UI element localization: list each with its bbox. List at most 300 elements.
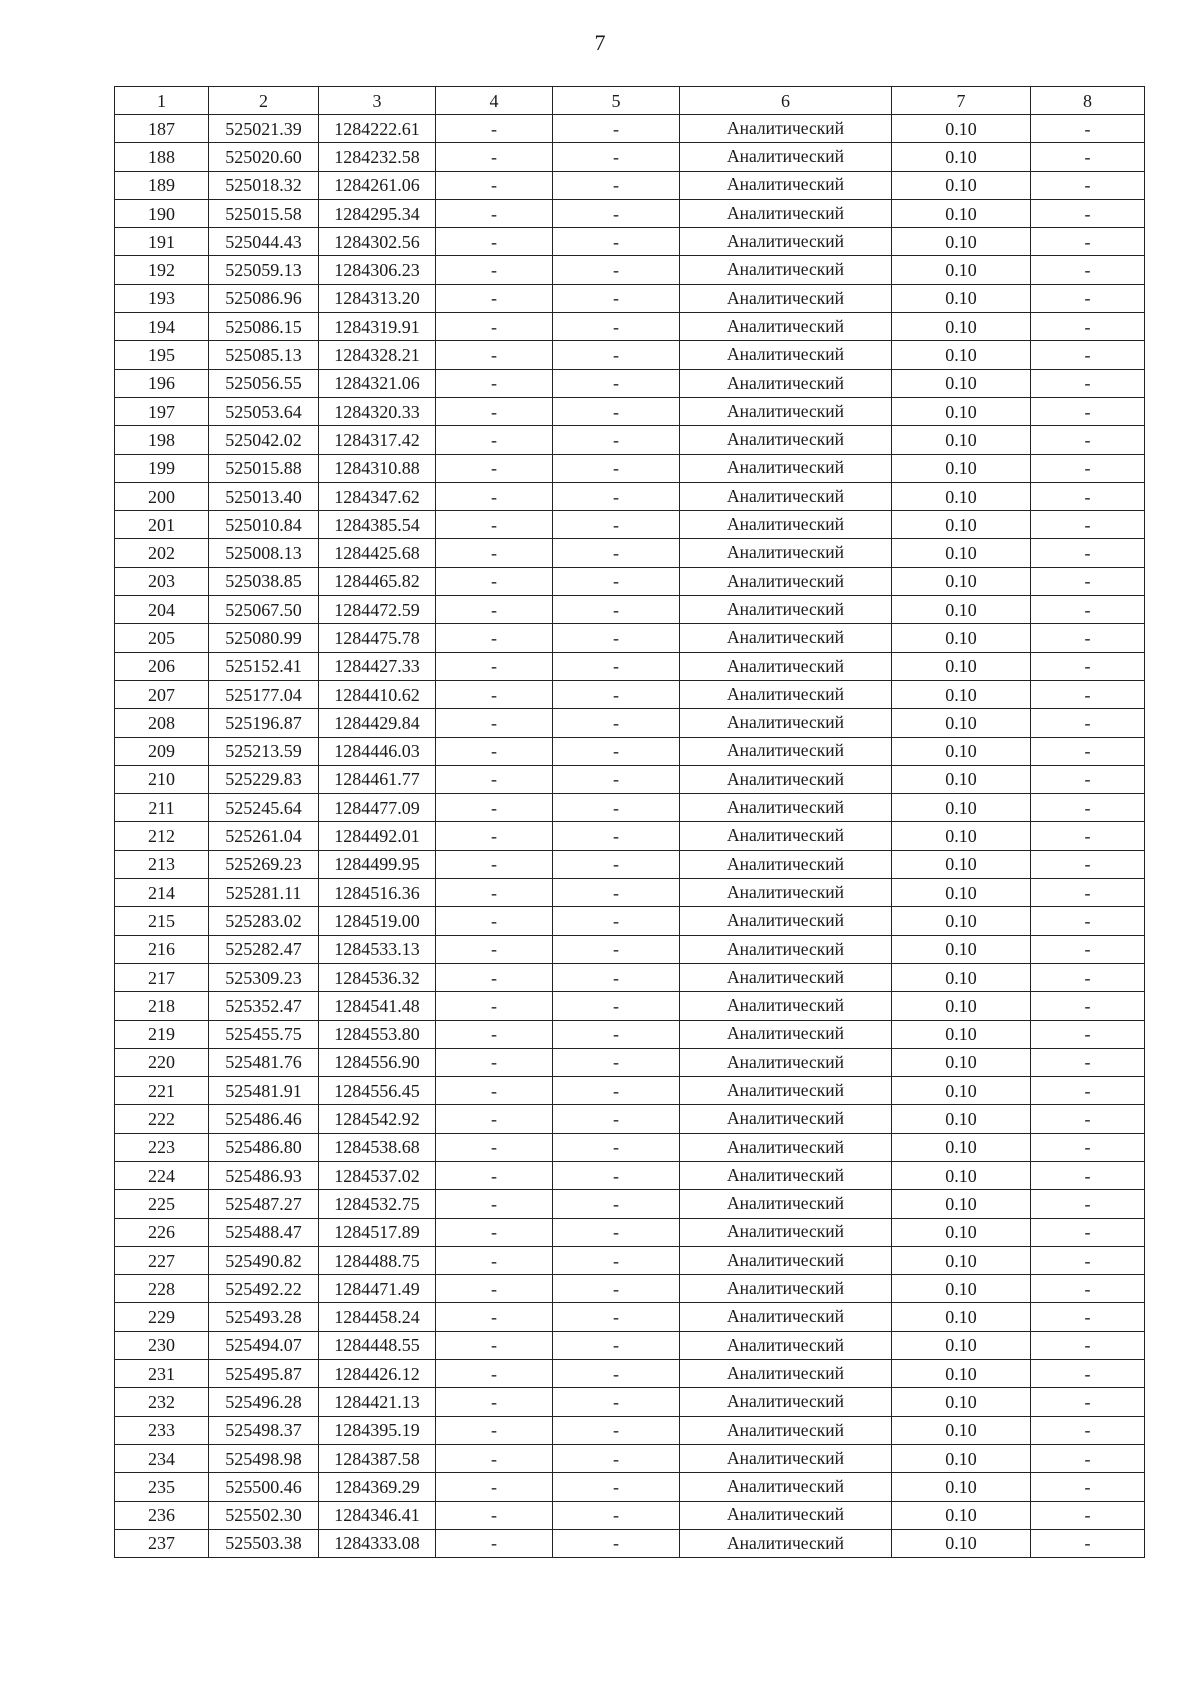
accuracy-cell: 0.10 xyxy=(892,1473,1031,1501)
column-8-cell: - xyxy=(1031,737,1145,765)
accuracy-cell: 0.10 xyxy=(892,1105,1031,1133)
column-4-cell: - xyxy=(436,341,553,369)
y-coordinate-cell: 1284499.95 xyxy=(319,850,436,878)
column-header: 4 xyxy=(436,87,553,115)
column-4-cell: - xyxy=(436,397,553,425)
column-5-cell: - xyxy=(553,426,680,454)
method-cell: Аналитический xyxy=(680,879,892,907)
point-number-cell: 212 xyxy=(115,822,209,850)
method-cell: Аналитический xyxy=(680,1161,892,1189)
y-coordinate-cell: 1284477.09 xyxy=(319,794,436,822)
column-8-cell: - xyxy=(1031,935,1145,963)
point-number-cell: 228 xyxy=(115,1275,209,1303)
table-header xyxy=(115,87,1145,115)
accuracy-cell: 0.10 xyxy=(892,426,1031,454)
method-cell: Аналитический xyxy=(680,482,892,510)
x-coordinate-cell: 525502.30 xyxy=(209,1501,319,1529)
table-row xyxy=(115,1444,1145,1472)
table-row xyxy=(115,1218,1145,1246)
column-4-cell: - xyxy=(436,454,553,482)
column-4-cell: - xyxy=(436,313,553,341)
column-8-cell: - xyxy=(1031,1331,1145,1359)
point-number-cell: 188 xyxy=(115,143,209,171)
x-coordinate-cell: 525496.28 xyxy=(209,1388,319,1416)
x-coordinate-cell: 525044.43 xyxy=(209,228,319,256)
column-8-cell: - xyxy=(1031,1161,1145,1189)
accuracy-cell: 0.10 xyxy=(892,624,1031,652)
table-row xyxy=(115,680,1145,708)
column-5-cell: - xyxy=(553,1416,680,1444)
column-4-cell: - xyxy=(436,1473,553,1501)
x-coordinate-cell: 525500.46 xyxy=(209,1473,319,1501)
method-cell: Аналитический xyxy=(680,567,892,595)
method-cell: Аналитический xyxy=(680,1501,892,1529)
column-5-cell: - xyxy=(553,1161,680,1189)
y-coordinate-cell: 1284446.03 xyxy=(319,737,436,765)
x-coordinate-cell: 525495.87 xyxy=(209,1360,319,1388)
accuracy-cell: 0.10 xyxy=(892,680,1031,708)
column-5-cell: - xyxy=(553,850,680,878)
point-number-cell: 234 xyxy=(115,1444,209,1472)
accuracy-cell: 0.10 xyxy=(892,1416,1031,1444)
method-cell: Аналитический xyxy=(680,143,892,171)
accuracy-cell: 0.10 xyxy=(892,652,1031,680)
table-row xyxy=(115,1416,1145,1444)
method-cell: Аналитический xyxy=(680,1246,892,1274)
column-8-cell: - xyxy=(1031,709,1145,737)
table-row xyxy=(115,341,1145,369)
point-number-cell: 193 xyxy=(115,284,209,312)
x-coordinate-cell: 525213.59 xyxy=(209,737,319,765)
accuracy-cell: 0.10 xyxy=(892,794,1031,822)
table-row xyxy=(115,1275,1145,1303)
column-5-cell: - xyxy=(553,1303,680,1331)
accuracy-cell: 0.10 xyxy=(892,511,1031,539)
x-coordinate-cell: 525494.07 xyxy=(209,1331,319,1359)
y-coordinate-cell: 1284516.36 xyxy=(319,879,436,907)
method-cell: Аналитический xyxy=(680,1529,892,1557)
accuracy-cell: 0.10 xyxy=(892,850,1031,878)
point-number-cell: 224 xyxy=(115,1161,209,1189)
column-8-cell: - xyxy=(1031,1529,1145,1557)
y-coordinate-cell: 1284421.13 xyxy=(319,1388,436,1416)
accuracy-cell: 0.10 xyxy=(892,369,1031,397)
point-number-cell: 211 xyxy=(115,794,209,822)
column-header: 1 xyxy=(115,87,209,115)
x-coordinate-cell: 525488.47 xyxy=(209,1218,319,1246)
point-number-cell: 197 xyxy=(115,397,209,425)
column-4-cell: - xyxy=(436,1246,553,1274)
table-row xyxy=(115,454,1145,482)
y-coordinate-cell: 1284295.34 xyxy=(319,199,436,227)
accuracy-cell: 0.10 xyxy=(892,256,1031,284)
table-row xyxy=(115,397,1145,425)
point-number-cell: 216 xyxy=(115,935,209,963)
column-5-cell: - xyxy=(553,539,680,567)
x-coordinate-cell: 525021.39 xyxy=(209,115,319,143)
table-row xyxy=(115,709,1145,737)
accuracy-cell: 0.10 xyxy=(892,284,1031,312)
column-8-cell: - xyxy=(1031,1246,1145,1274)
y-coordinate-cell: 1284317.42 xyxy=(319,426,436,454)
point-number-cell: 205 xyxy=(115,624,209,652)
column-4-cell: - xyxy=(436,1190,553,1218)
column-8-cell: - xyxy=(1031,1218,1145,1246)
column-5-cell: - xyxy=(553,1360,680,1388)
column-8-cell: - xyxy=(1031,1444,1145,1472)
column-5-cell: - xyxy=(553,907,680,935)
column-5-cell: - xyxy=(553,624,680,652)
column-8-cell: - xyxy=(1031,1190,1145,1218)
point-number-cell: 209 xyxy=(115,737,209,765)
column-8-cell: - xyxy=(1031,879,1145,907)
method-cell: Аналитический xyxy=(680,369,892,397)
column-8-cell: - xyxy=(1031,369,1145,397)
column-4-cell: - xyxy=(436,596,553,624)
table-row xyxy=(115,596,1145,624)
y-coordinate-cell: 1284385.54 xyxy=(319,511,436,539)
method-cell: Аналитический xyxy=(680,115,892,143)
x-coordinate-cell: 525015.58 xyxy=(209,199,319,227)
method-cell: Аналитический xyxy=(680,1444,892,1472)
column-5-cell: - xyxy=(553,709,680,737)
point-number-cell: 222 xyxy=(115,1105,209,1133)
column-5-cell: - xyxy=(553,1331,680,1359)
column-8-cell: - xyxy=(1031,397,1145,425)
column-4-cell: - xyxy=(436,737,553,765)
accuracy-cell: 0.10 xyxy=(892,1190,1031,1218)
column-4-cell: - xyxy=(436,1133,553,1161)
y-coordinate-cell: 1284556.90 xyxy=(319,1048,436,1076)
column-5-cell: - xyxy=(553,1388,680,1416)
y-coordinate-cell: 1284472.59 xyxy=(319,596,436,624)
method-cell: Аналитический xyxy=(680,341,892,369)
table-row xyxy=(115,879,1145,907)
method-cell: Аналитический xyxy=(680,963,892,991)
x-coordinate-cell: 525086.96 xyxy=(209,284,319,312)
table-row xyxy=(115,1161,1145,1189)
column-4-cell: - xyxy=(436,794,553,822)
y-coordinate-cell: 1284347.62 xyxy=(319,482,436,510)
column-8-cell: - xyxy=(1031,1501,1145,1529)
column-5-cell: - xyxy=(553,341,680,369)
y-coordinate-cell: 1284426.12 xyxy=(319,1360,436,1388)
x-coordinate-cell: 525013.40 xyxy=(209,482,319,510)
accuracy-cell: 0.10 xyxy=(892,1529,1031,1557)
column-4-cell: - xyxy=(436,1501,553,1529)
point-number-cell: 204 xyxy=(115,596,209,624)
column-8-cell: - xyxy=(1031,907,1145,935)
column-5-cell: - xyxy=(553,313,680,341)
accuracy-cell: 0.10 xyxy=(892,1360,1031,1388)
column-4-cell: - xyxy=(436,1416,553,1444)
y-coordinate-cell: 1284346.41 xyxy=(319,1501,436,1529)
y-coordinate-cell: 1284553.80 xyxy=(319,1020,436,1048)
table-row xyxy=(115,1105,1145,1133)
point-number-cell: 194 xyxy=(115,313,209,341)
column-4-cell: - xyxy=(436,256,553,284)
point-number-cell: 229 xyxy=(115,1303,209,1331)
accuracy-cell: 0.10 xyxy=(892,199,1031,227)
column-5-cell: - xyxy=(553,737,680,765)
column-5-cell: - xyxy=(553,115,680,143)
table-row xyxy=(115,963,1145,991)
column-4-cell: - xyxy=(436,539,553,567)
column-8-cell: - xyxy=(1031,313,1145,341)
table-row xyxy=(115,1133,1145,1161)
column-4-cell: - xyxy=(436,369,553,397)
column-5-cell: - xyxy=(553,1077,680,1105)
method-cell: Аналитический xyxy=(680,256,892,284)
point-number-cell: 230 xyxy=(115,1331,209,1359)
table-row xyxy=(115,907,1145,935)
table-row xyxy=(115,1360,1145,1388)
table-row xyxy=(115,171,1145,199)
table-row xyxy=(115,1020,1145,1048)
accuracy-cell: 0.10 xyxy=(892,935,1031,963)
x-coordinate-cell: 525018.32 xyxy=(209,171,319,199)
column-5-cell: - xyxy=(553,596,680,624)
column-header: 2 xyxy=(209,87,319,115)
column-8-cell: - xyxy=(1031,256,1145,284)
table-row xyxy=(115,737,1145,765)
column-5-cell: - xyxy=(553,567,680,595)
table-row xyxy=(115,794,1145,822)
column-5-cell: - xyxy=(553,171,680,199)
x-coordinate-cell: 525490.82 xyxy=(209,1246,319,1274)
x-coordinate-cell: 525498.98 xyxy=(209,1444,319,1472)
column-8-cell: - xyxy=(1031,794,1145,822)
accuracy-cell: 0.10 xyxy=(892,341,1031,369)
accuracy-cell: 0.10 xyxy=(892,822,1031,850)
accuracy-cell: 0.10 xyxy=(892,596,1031,624)
method-cell: Аналитический xyxy=(680,1473,892,1501)
x-coordinate-cell: 525281.11 xyxy=(209,879,319,907)
method-cell: Аналитический xyxy=(680,171,892,199)
column-8-cell: - xyxy=(1031,850,1145,878)
point-number-cell: 192 xyxy=(115,256,209,284)
column-8-cell: - xyxy=(1031,1303,1145,1331)
accuracy-cell: 0.10 xyxy=(892,1218,1031,1246)
accuracy-cell: 0.10 xyxy=(892,397,1031,425)
column-5-cell: - xyxy=(553,1105,680,1133)
table-row xyxy=(115,143,1145,171)
table-row xyxy=(115,228,1145,256)
method-cell: Аналитический xyxy=(680,737,892,765)
column-8-cell: - xyxy=(1031,1360,1145,1388)
table-row xyxy=(115,1190,1145,1218)
column-8-cell: - xyxy=(1031,284,1145,312)
method-cell: Аналитический xyxy=(680,426,892,454)
y-coordinate-cell: 1284387.58 xyxy=(319,1444,436,1472)
table-row xyxy=(115,1501,1145,1529)
method-cell: Аналитический xyxy=(680,454,892,482)
method-cell: Аналитический xyxy=(680,652,892,680)
column-5-cell: - xyxy=(553,1444,680,1472)
accuracy-cell: 0.10 xyxy=(892,1246,1031,1274)
y-coordinate-cell: 1284395.19 xyxy=(319,1416,436,1444)
x-coordinate-cell: 525309.23 xyxy=(209,963,319,991)
method-cell: Аналитический xyxy=(680,1133,892,1161)
y-coordinate-cell: 1284333.08 xyxy=(319,1529,436,1557)
x-coordinate-cell: 525455.75 xyxy=(209,1020,319,1048)
point-number-cell: 226 xyxy=(115,1218,209,1246)
column-8-cell: - xyxy=(1031,1133,1145,1161)
column-8-cell: - xyxy=(1031,1416,1145,1444)
table-row xyxy=(115,1246,1145,1274)
method-cell: Аналитический xyxy=(680,822,892,850)
column-4-cell: - xyxy=(436,1218,553,1246)
column-4-cell: - xyxy=(436,284,553,312)
accuracy-cell: 0.10 xyxy=(892,963,1031,991)
column-4-cell: - xyxy=(436,511,553,539)
accuracy-cell: 0.10 xyxy=(892,879,1031,907)
column-8-cell: - xyxy=(1031,511,1145,539)
point-number-cell: 237 xyxy=(115,1529,209,1557)
accuracy-cell: 0.10 xyxy=(892,907,1031,935)
x-coordinate-cell: 525481.76 xyxy=(209,1048,319,1076)
accuracy-cell: 0.10 xyxy=(892,709,1031,737)
point-number-cell: 191 xyxy=(115,228,209,256)
column-4-cell: - xyxy=(436,963,553,991)
table-row xyxy=(115,284,1145,312)
column-8-cell: - xyxy=(1031,426,1145,454)
method-cell: Аналитический xyxy=(680,1360,892,1388)
method-cell: Аналитический xyxy=(680,1190,892,1218)
column-5-cell: - xyxy=(553,794,680,822)
point-number-cell: 200 xyxy=(115,482,209,510)
method-cell: Аналитический xyxy=(680,1077,892,1105)
method-cell: Аналитический xyxy=(680,1048,892,1076)
point-number-cell: 221 xyxy=(115,1077,209,1105)
accuracy-cell: 0.10 xyxy=(892,765,1031,793)
column-8-cell: - xyxy=(1031,1275,1145,1303)
method-cell: Аналитический xyxy=(680,397,892,425)
method-cell: Аналитический xyxy=(680,992,892,1020)
table-row xyxy=(115,1331,1145,1359)
column-4-cell: - xyxy=(436,709,553,737)
y-coordinate-cell: 1284369.29 xyxy=(319,1473,436,1501)
x-coordinate-cell: 525038.85 xyxy=(209,567,319,595)
method-cell: Аналитический xyxy=(680,680,892,708)
column-5-cell: - xyxy=(553,1275,680,1303)
accuracy-cell: 0.10 xyxy=(892,143,1031,171)
column-4-cell: - xyxy=(436,1275,553,1303)
point-number-cell: 231 xyxy=(115,1360,209,1388)
x-coordinate-cell: 525056.55 xyxy=(209,369,319,397)
column-8-cell: - xyxy=(1031,454,1145,482)
column-header: 8 xyxy=(1031,87,1145,115)
point-number-cell: 236 xyxy=(115,1501,209,1529)
y-coordinate-cell: 1284541.48 xyxy=(319,992,436,1020)
table-body xyxy=(115,115,1145,1558)
point-number-cell: 227 xyxy=(115,1246,209,1274)
y-coordinate-cell: 1284321.06 xyxy=(319,369,436,397)
point-number-cell: 215 xyxy=(115,907,209,935)
column-5-cell: - xyxy=(553,482,680,510)
column-4-cell: - xyxy=(436,482,553,510)
column-5-cell: - xyxy=(553,143,680,171)
column-header: 7 xyxy=(892,87,1031,115)
table-row xyxy=(115,511,1145,539)
column-4-cell: - xyxy=(436,652,553,680)
table-row xyxy=(115,624,1145,652)
column-8-cell: - xyxy=(1031,171,1145,199)
column-8-cell: - xyxy=(1031,115,1145,143)
accuracy-cell: 0.10 xyxy=(892,1501,1031,1529)
point-number-cell: 210 xyxy=(115,765,209,793)
y-coordinate-cell: 1284320.33 xyxy=(319,397,436,425)
accuracy-cell: 0.10 xyxy=(892,1303,1031,1331)
point-number-cell: 218 xyxy=(115,992,209,1020)
column-8-cell: - xyxy=(1031,1105,1145,1133)
x-coordinate-cell: 525282.47 xyxy=(209,935,319,963)
x-coordinate-cell: 525053.64 xyxy=(209,397,319,425)
column-header: 6 xyxy=(680,87,892,115)
table-row xyxy=(115,1077,1145,1105)
y-coordinate-cell: 1284425.68 xyxy=(319,539,436,567)
point-number-cell: 213 xyxy=(115,850,209,878)
method-cell: Аналитический xyxy=(680,1020,892,1048)
column-4-cell: - xyxy=(436,624,553,652)
method-cell: Аналитический xyxy=(680,539,892,567)
point-number-cell: 198 xyxy=(115,426,209,454)
column-5-cell: - xyxy=(553,1020,680,1048)
page-number: 7 xyxy=(594,30,606,55)
column-8-cell: - xyxy=(1031,680,1145,708)
y-coordinate-cell: 1284537.02 xyxy=(319,1161,436,1189)
column-4-cell: - xyxy=(436,1388,553,1416)
accuracy-cell: 0.10 xyxy=(892,539,1031,567)
method-cell: Аналитический xyxy=(680,1275,892,1303)
x-coordinate-cell: 525059.13 xyxy=(209,256,319,284)
column-8-cell: - xyxy=(1031,1473,1145,1501)
table-row xyxy=(115,256,1145,284)
column-5-cell: - xyxy=(553,765,680,793)
point-number-cell: 223 xyxy=(115,1133,209,1161)
accuracy-cell: 0.10 xyxy=(892,171,1031,199)
y-coordinate-cell: 1284532.75 xyxy=(319,1190,436,1218)
column-4-cell: - xyxy=(436,992,553,1020)
accuracy-cell: 0.10 xyxy=(892,567,1031,595)
accuracy-cell: 0.10 xyxy=(892,1444,1031,1472)
y-coordinate-cell: 1284492.01 xyxy=(319,822,436,850)
column-4-cell: - xyxy=(436,228,553,256)
y-coordinate-cell: 1284517.89 xyxy=(319,1218,436,1246)
column-4-cell: - xyxy=(436,907,553,935)
x-coordinate-cell: 525086.15 xyxy=(209,313,319,341)
column-4-cell: - xyxy=(436,1444,553,1472)
column-4-cell: - xyxy=(436,199,553,227)
point-number-cell: 220 xyxy=(115,1048,209,1076)
column-5-cell: - xyxy=(553,1218,680,1246)
column-8-cell: - xyxy=(1031,652,1145,680)
x-coordinate-cell: 525486.80 xyxy=(209,1133,319,1161)
y-coordinate-cell: 1284538.68 xyxy=(319,1133,436,1161)
accuracy-cell: 0.10 xyxy=(892,1331,1031,1359)
column-8-cell: - xyxy=(1031,341,1145,369)
point-number-cell: 233 xyxy=(115,1416,209,1444)
column-8-cell: - xyxy=(1031,992,1145,1020)
accuracy-cell: 0.10 xyxy=(892,1020,1031,1048)
column-5-cell: - xyxy=(553,822,680,850)
column-5-cell: - xyxy=(553,1048,680,1076)
method-cell: Аналитический xyxy=(680,794,892,822)
column-header: 3 xyxy=(319,87,436,115)
y-coordinate-cell: 1284488.75 xyxy=(319,1246,436,1274)
x-coordinate-cell: 525015.88 xyxy=(209,454,319,482)
column-5-cell: - xyxy=(553,369,680,397)
